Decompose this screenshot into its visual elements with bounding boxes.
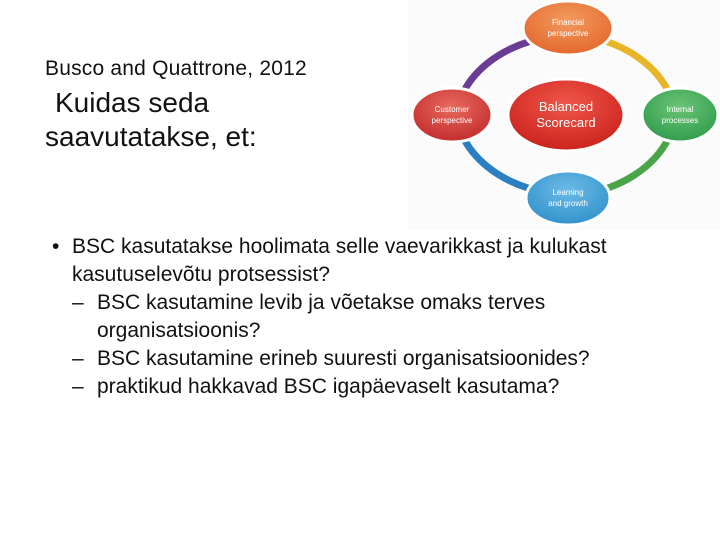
node-customer: [412, 88, 492, 142]
sub-bullet-1-text: BSC kasutamine levib ja võetakse omaks terves organisatsioonis?: [97, 291, 546, 342]
node-center-line2: Scorecard: [536, 115, 596, 130]
sub-bullet-symbol: –: [72, 347, 84, 370]
node-internal-line1: Internal: [666, 105, 694, 114]
node-customer-line1: Customer: [434, 105, 470, 114]
node-internal: [642, 88, 718, 142]
sub-bullet-3-text: praktikud hakkavad BSC igapäevaselt kasutama?: [97, 375, 560, 398]
bullet-main-text: BSC kasutatakse hoolimata selle vaevarikkast ja kulukast kasutuselevõtu protsessist?: [72, 235, 607, 286]
heading-line-1: Kuidas seda: [55, 87, 210, 118]
sub-bullet-symbol: –: [72, 291, 84, 314]
sub-bullet-2: [52, 345, 712, 373]
bullet-list: [52, 233, 712, 401]
sub-bullet-symbol: –: [72, 375, 84, 398]
sub-bullet-2-text: BSC kasutamine erineb suuresti organisatsioonides?: [97, 347, 590, 370]
sub-bullet-3: [52, 373, 712, 401]
bullet-symbol: •: [52, 235, 60, 258]
node-financial-line1: Financial: [551, 18, 585, 27]
node-learning-line1: Learning: [552, 188, 584, 197]
node-internal-line2: processes: [661, 116, 699, 125]
node-balanced-scorecard: [508, 79, 624, 151]
balanced-scorecard-diagram: [408, 0, 720, 230]
node-learning-line2: and growth: [548, 199, 588, 208]
sub-bullet-1: [52, 289, 712, 345]
heading-line-2: saavutatakse, et:: [45, 121, 257, 152]
node-financial: [523, 1, 613, 55]
node-customer-line2: perspective: [431, 116, 473, 125]
bullet-main: [52, 233, 712, 289]
node-center-line1: Balanced: [538, 99, 594, 114]
node-financial-line2: perspective: [547, 29, 589, 38]
slide-heading: [45, 86, 257, 154]
reference-citation: Busco and Quattrone, 2012: [45, 57, 307, 80]
node-learning: [526, 171, 610, 225]
